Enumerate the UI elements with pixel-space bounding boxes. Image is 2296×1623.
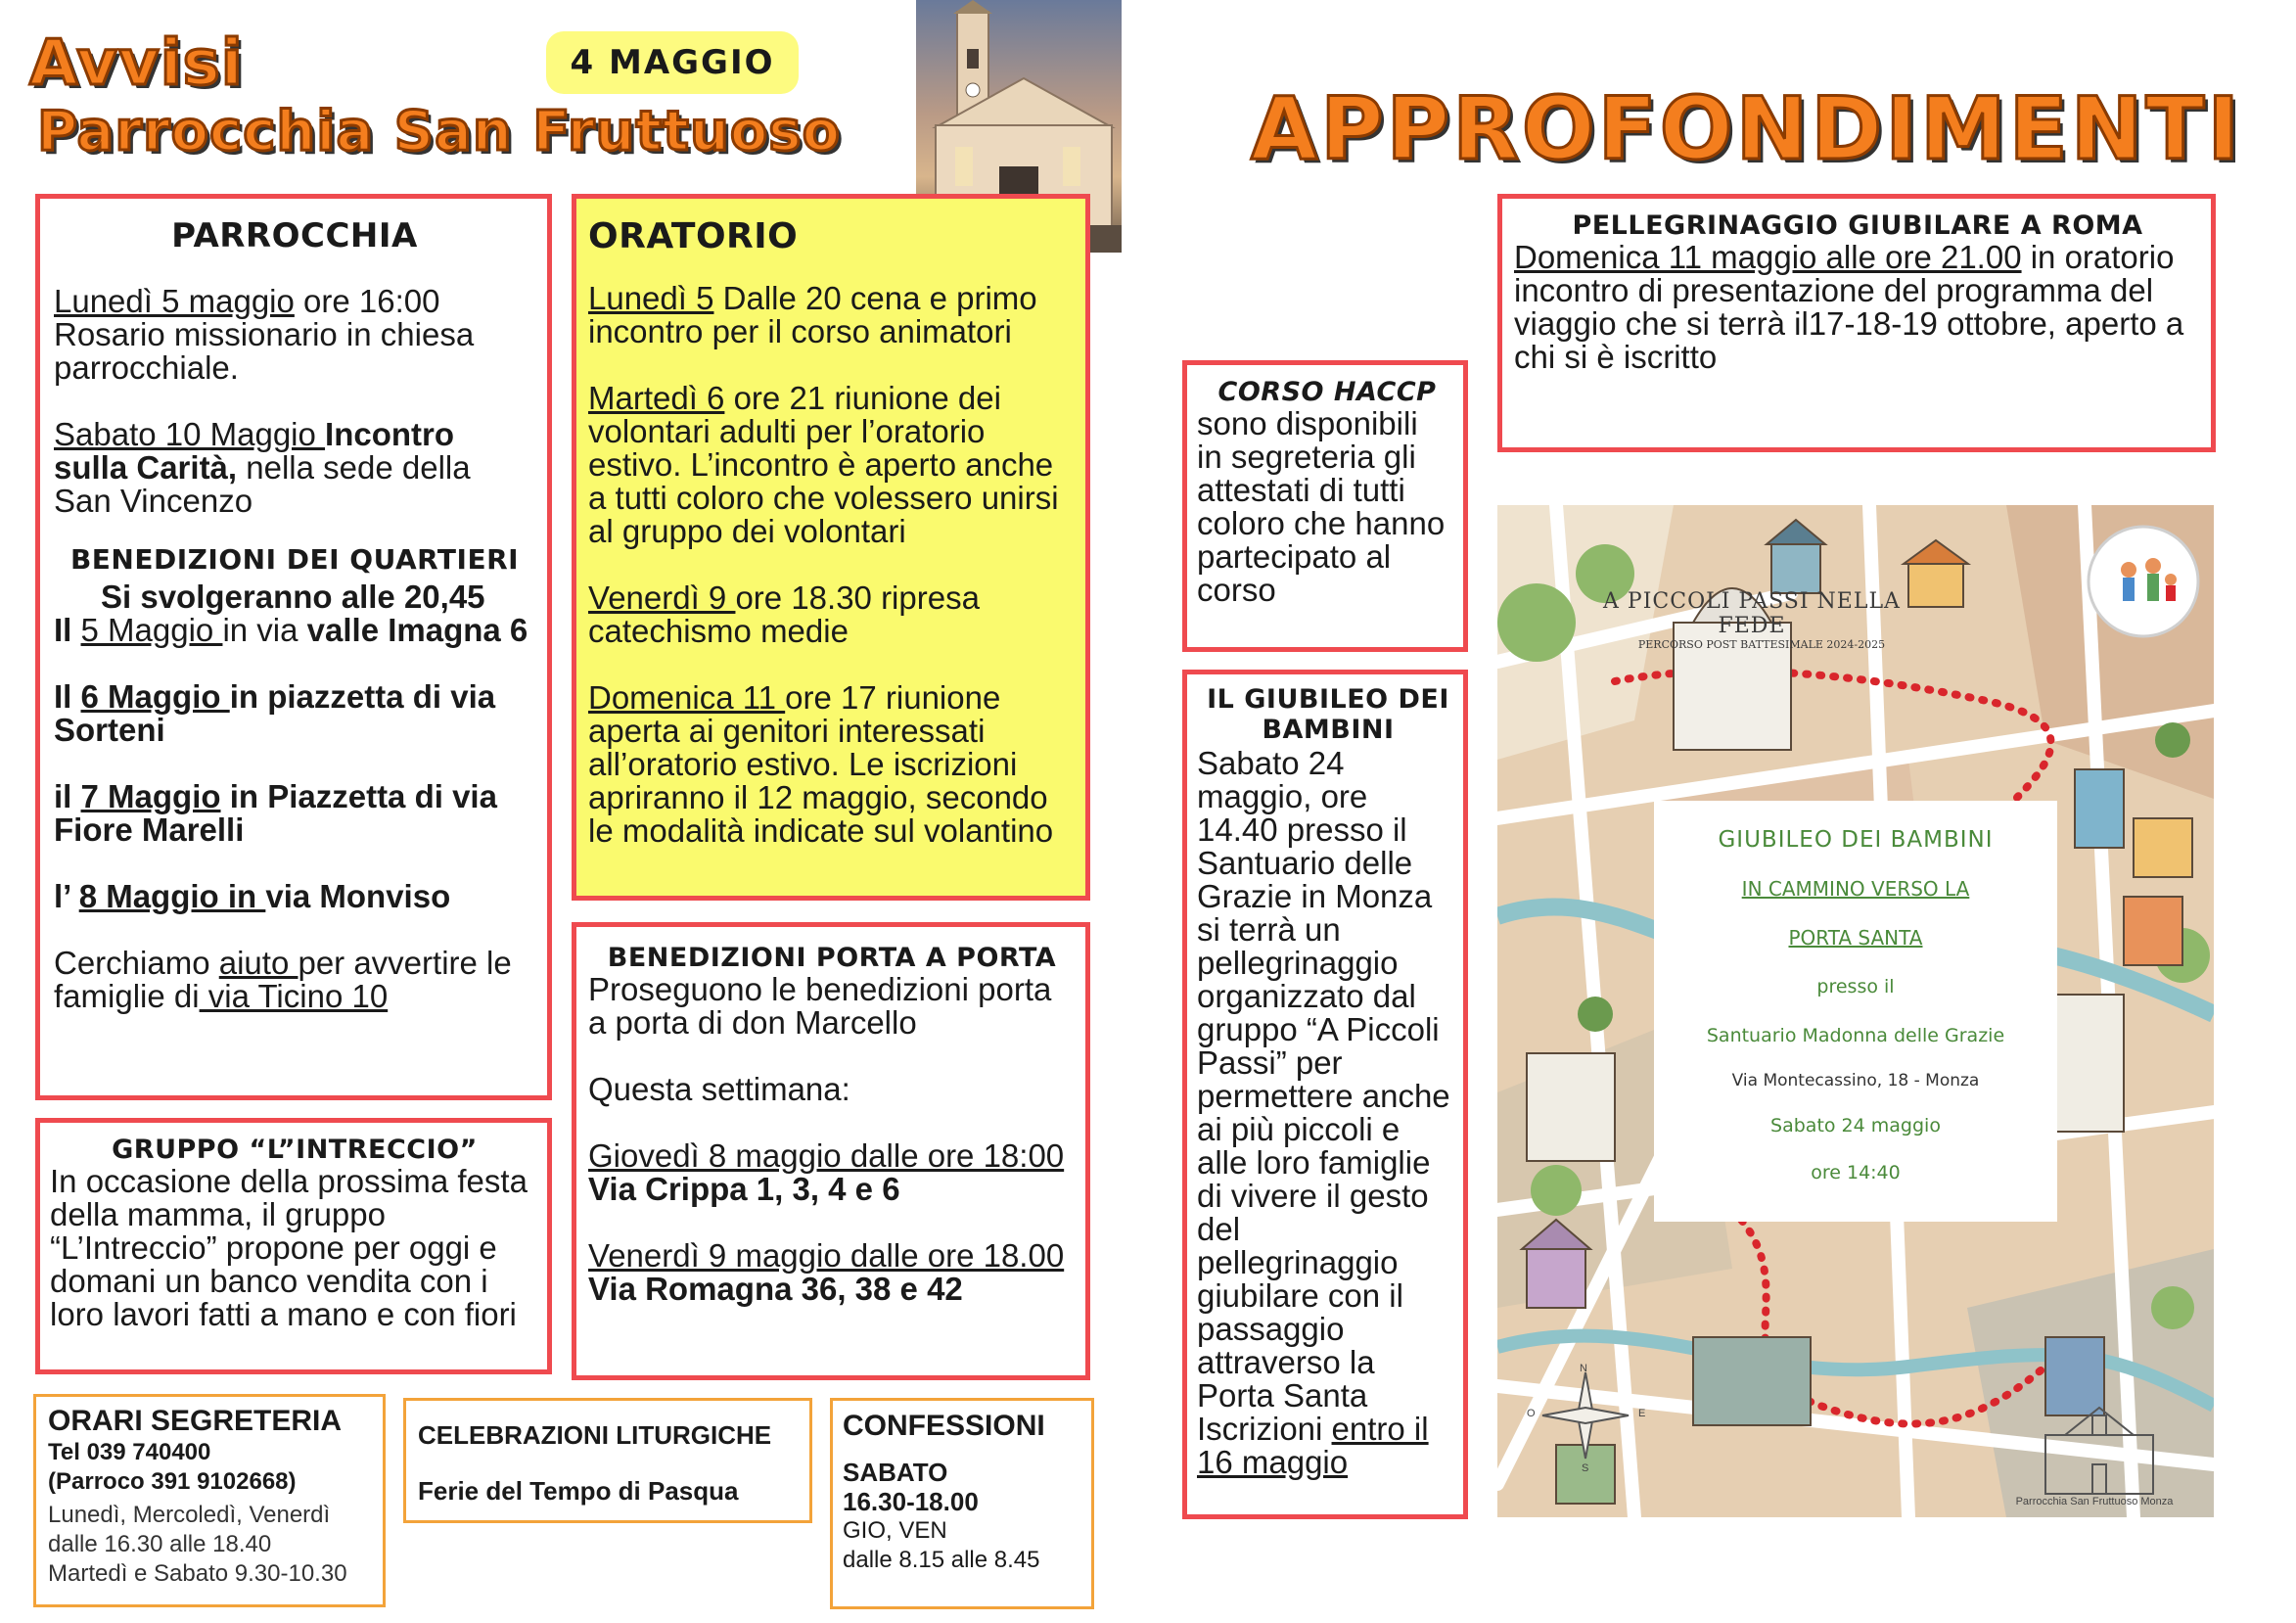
p-item1-t1: ore 16:00 [294, 283, 440, 319]
intreccio-l1: In occasione della prossima festa [50, 1163, 528, 1199]
porta-d1: Giovedì 8 maggio dalle ore 18:00 [588, 1137, 1065, 1174]
o-i2-t: ore 21 riunione dei [724, 380, 1001, 416]
title-approfondimenti: APPROFONDIMENTI [1251, 78, 2243, 179]
intreccio-l5: loro lavori fatti a mano e con fiori [50, 1296, 517, 1332]
q2-pre: Il [54, 678, 81, 715]
giubileo-line: ai più piccoli e [1197, 1111, 1401, 1147]
giubileo-line: di vivere il gesto [1197, 1178, 1429, 1214]
pellegrinaggio-t2: incontro di presentazione del programma del [1514, 272, 2154, 308]
giubileo-heading1: IL GIUBILEO DEI [1207, 684, 1449, 715]
haccp-l5: partecipato al [1197, 538, 1392, 575]
compass-s: S [1582, 1462, 1589, 1474]
porta-a-porta-box [572, 922, 1090, 1380]
o-i2-date: Martedì 6 [588, 380, 725, 416]
giubileo-line: Sabato 24 [1197, 745, 1345, 781]
porta-t3: Questa settimana: [588, 1071, 850, 1107]
haccp-l3: attestati di tutti [1197, 472, 1405, 508]
segreteria-box [33, 1394, 386, 1607]
giubileo-line: alle loro famiglie [1197, 1144, 1431, 1181]
haccp-l4: coloro che hanno [1197, 505, 1446, 541]
poster-top-sub: PERCORSO POST BATTESIMALE 2024-2025 [1637, 638, 1886, 651]
p-item2-bold2: sulla Carità, [54, 449, 238, 486]
o-i4-t: ore 17 riunione [785, 679, 1001, 716]
giubileo-last-u2: 16 maggio [1197, 1444, 1349, 1480]
confessioni-gio-orario: dalle 8.15 alle 8.45 [843, 1547, 1040, 1573]
poster-title: GIUBILEO DEI BAMBINI [1718, 827, 1994, 853]
giubileo-line: pellegrinaggio [1197, 945, 1399, 981]
o-i2-t4: a tutti coloro che volessero unirsi [588, 480, 1059, 516]
haccp-heading: CORSO HACCP [1217, 377, 1437, 407]
poster-via: Via Montecassino, 18 - Monza [1731, 1071, 1980, 1090]
haccp-box [1182, 360, 1468, 652]
o-i4-t5: le modalità indicate sul volantino [588, 812, 1054, 849]
giubileo-lines [1197, 747, 1459, 1413]
poster-link1[interactable]: IN CAMMINO VERSO LA [1741, 877, 1970, 901]
giubileo-line: si terrà un [1197, 911, 1341, 948]
o-i1-t: Dalle 20 cena e primo [713, 280, 1037, 316]
giubileo-poster [1497, 505, 2214, 1517]
haccp-l6: corso [1197, 572, 1276, 608]
celebrazioni-box [403, 1398, 812, 1523]
o-i2-t3: estivo. L’incontro è aperto anche [588, 446, 1054, 483]
pellegrinaggio-date: Domenica 11 maggio alle ore 21.00 [1514, 239, 2022, 275]
q2-place: in piazzetta di via [229, 678, 496, 715]
celebrazioni-text: Ferie del Tempo di Pasqua [418, 1476, 739, 1506]
benedizioni-quartieri-heading: BENEDIZIONI DEI QUARTIERI [69, 543, 520, 576]
intreccio-heading: GRUPPO “L”INTRECCIO” [112, 1135, 478, 1165]
porta-d2: Venerdì 9 maggio dalle ore 18.00 [588, 1237, 1065, 1274]
pellegrinaggio-t1: in oratorio [2021, 239, 2175, 275]
p-item2-t: nella sede della [237, 449, 471, 486]
o-i2-t2: volontari adulti per l’oratorio [588, 413, 986, 449]
intreccio-l2: della mamma, il gruppo [50, 1196, 386, 1232]
date-badge: 4 MAGGIO [546, 31, 799, 94]
q4-date: 8 Maggio in [78, 878, 266, 914]
o-i4-date: Domenica 11 [588, 679, 786, 716]
o-i4-t2: aperta ai genitori interessati [588, 713, 986, 749]
q1-pre: Il [54, 612, 81, 648]
confessioni-orario: 16.30-18.00 [843, 1487, 979, 1516]
o-i1-date: Lunedì 5 [588, 280, 714, 316]
parrocchia-heading: PARROCCHIA [171, 216, 418, 255]
haccp-l2: in segreteria gli [1197, 439, 1416, 475]
p-item2-date: Sabato 10 Maggio [54, 416, 326, 452]
segreteria-l2: dalle 16.30 alle 18.40 [48, 1531, 272, 1557]
compass-e: E [1638, 1408, 1646, 1419]
title-avvisi: Avvisi [29, 27, 244, 100]
giubileo-line: giubilare con il [1197, 1277, 1403, 1314]
q1-mid: in via [222, 612, 307, 648]
p-item1-t2: Rosario missionario in chiesa [54, 316, 475, 352]
parrocchia-box [35, 194, 552, 1100]
giubileo-line: attraverso la [1197, 1344, 1375, 1380]
porta-t2: a porta di don Marcello [588, 1004, 917, 1041]
o-i3-t2: catechismo medie [588, 613, 849, 649]
help-2: per avvertire le [298, 945, 512, 981]
giubileo-line: gruppo “A Piccoli [1197, 1011, 1440, 1047]
parrocchia-body [54, 285, 535, 1013]
segreteria-l1: Lunedì, Mercoledì, Venerdì [48, 1502, 331, 1528]
q1-place: valle Imagna 6 [306, 612, 528, 648]
intreccio-box [35, 1118, 552, 1374]
o-i2-t5: al gruppo dei volontari [588, 513, 906, 549]
p-item2-t2: San Vincenzo [54, 483, 253, 519]
pellegrinaggio-box [1497, 194, 2216, 452]
o-i4-t4: apriranno il 12 maggio, secondo [588, 779, 1048, 815]
giubileo-heading2: BAMBINI [1262, 715, 1395, 745]
confessioni-sabato: SABATO [843, 1458, 948, 1487]
giubileo-line: Grazie in Monza [1197, 878, 1433, 914]
p-item1-t3: parrocchiale. [54, 349, 239, 386]
giubileo-line: 14.40 presso il [1197, 812, 1407, 848]
giubileo-line: passaggio [1197, 1311, 1345, 1347]
giubileo-line: organizzato dal [1197, 978, 1416, 1014]
q4-pre: l’ [54, 878, 79, 914]
porta-t1: Proseguono le benedizioni porta [588, 971, 1052, 1007]
poster-link2[interactable]: PORTA SANTA [1788, 926, 1923, 950]
compass-n: N [1580, 1363, 1587, 1374]
poster-top-title: A PICCOLI PASSI NELLA FEDE [1603, 589, 1901, 638]
segreteria-tel: Tel 039 740400 [48, 1439, 211, 1465]
giubileo-last-pre: Iscrizioni [1197, 1411, 1332, 1447]
help-u: aiuto [218, 945, 298, 981]
poster-ora: ore 14:40 [1811, 1162, 1901, 1183]
help-u2: via Ticino 10 [199, 978, 389, 1014]
giubileo-line: del [1197, 1211, 1241, 1247]
q3-place2: Fiore Marelli [54, 812, 245, 848]
segreteria-l3: Martedì e Sabato 9.30-10.30 [48, 1560, 347, 1587]
title-parrocchia: Parrocchia San Fruttuoso [37, 100, 842, 163]
giubileo-bambini-box [1182, 670, 1468, 1519]
p-item1-date: Lunedì 5 maggio [54, 283, 295, 319]
poster-footer: Parrocchia San Fruttuoso Monza [2015, 1496, 2174, 1507]
poster-data: Sabato 24 maggio [1770, 1115, 1941, 1136]
q4-place: via Monviso [265, 878, 451, 914]
confessioni-box [830, 1398, 1094, 1609]
pellegrinaggio-heading: PELLEGRINAGGIO GIUBILARE A ROMA [1572, 210, 2143, 241]
giubileo-line: maggio, ore [1197, 778, 1368, 814]
celebrazioni-heading: CELEBRAZIONI LITURGICHE [418, 1420, 772, 1450]
quartieri-intro: Si svolgeranno alle 20,45 [101, 579, 485, 615]
pellegrinaggio-t3: viaggio che si terrà il17-18-19 ottobre, aperto a [1514, 305, 2184, 342]
giubileo-line: permettere anche [1197, 1078, 1450, 1114]
compass-o: O [1527, 1408, 1536, 1419]
q1-date: 5 Maggio [80, 612, 223, 648]
giubileo-line: pellegrinaggio [1197, 1244, 1399, 1280]
giubileo-line: Porta Santa [1197, 1377, 1368, 1414]
q2-date: 6 Maggio [80, 678, 230, 715]
confessioni-gio: GIO, VEN [843, 1517, 947, 1544]
oratorio-heading: ORATORIO [588, 216, 799, 256]
help-3: famiglie di [54, 978, 200, 1014]
poster-card [1654, 801, 2057, 1222]
p-item2-bold: Incontro [325, 416, 455, 452]
intreccio-l3: “L’Intreccio” propone per oggi e [50, 1229, 497, 1266]
segreteria-parroco: (Parroco 391 9102668) [48, 1468, 297, 1495]
intreccio-l4: domani un banco vendita con i [50, 1263, 488, 1299]
o-i3-date: Venerdì 9 [588, 580, 736, 616]
q2-place2: Sorteni [54, 712, 165, 748]
o-i1-t2: incontro per il corso animatori [588, 313, 1012, 349]
segreteria-heading: ORARI SEGRETERIA [48, 1405, 343, 1437]
pellegrinaggio-t4: chi si è iscritto [1514, 339, 1718, 375]
help-1: Cerchiamo [54, 945, 219, 981]
confessioni-heading: CONFESSIONI [843, 1410, 1045, 1442]
poster-santuario: Santuario Madonna delle Grazie [1706, 1025, 2005, 1046]
q3-date: 7 Maggio [80, 778, 221, 814]
porta-v1: Via Crippa 1, 3, 4 e 6 [588, 1171, 900, 1207]
giubileo-last-u: entro il [1331, 1411, 1429, 1447]
o-i4-t3: all’oratorio estivo. Le iscrizioni [588, 746, 1018, 782]
porta-heading: BENEDIZIONI PORTA A PORTA [607, 943, 1057, 973]
haccp-l1: sono disponibili [1197, 405, 1418, 441]
q3-pre: il [54, 778, 81, 814]
giubileo-line: Santuario delle [1197, 845, 1413, 881]
porta-v2: Via Romagna 36, 38 e 42 [588, 1271, 963, 1307]
oratorio-box [572, 194, 1090, 901]
giubileo-line: Passi” per [1197, 1044, 1343, 1081]
o-i3-t: ore 18.30 ripresa [735, 580, 980, 616]
poster-presso: presso il [1816, 976, 1895, 997]
q3-place: in Piazzetta di via [220, 778, 497, 814]
